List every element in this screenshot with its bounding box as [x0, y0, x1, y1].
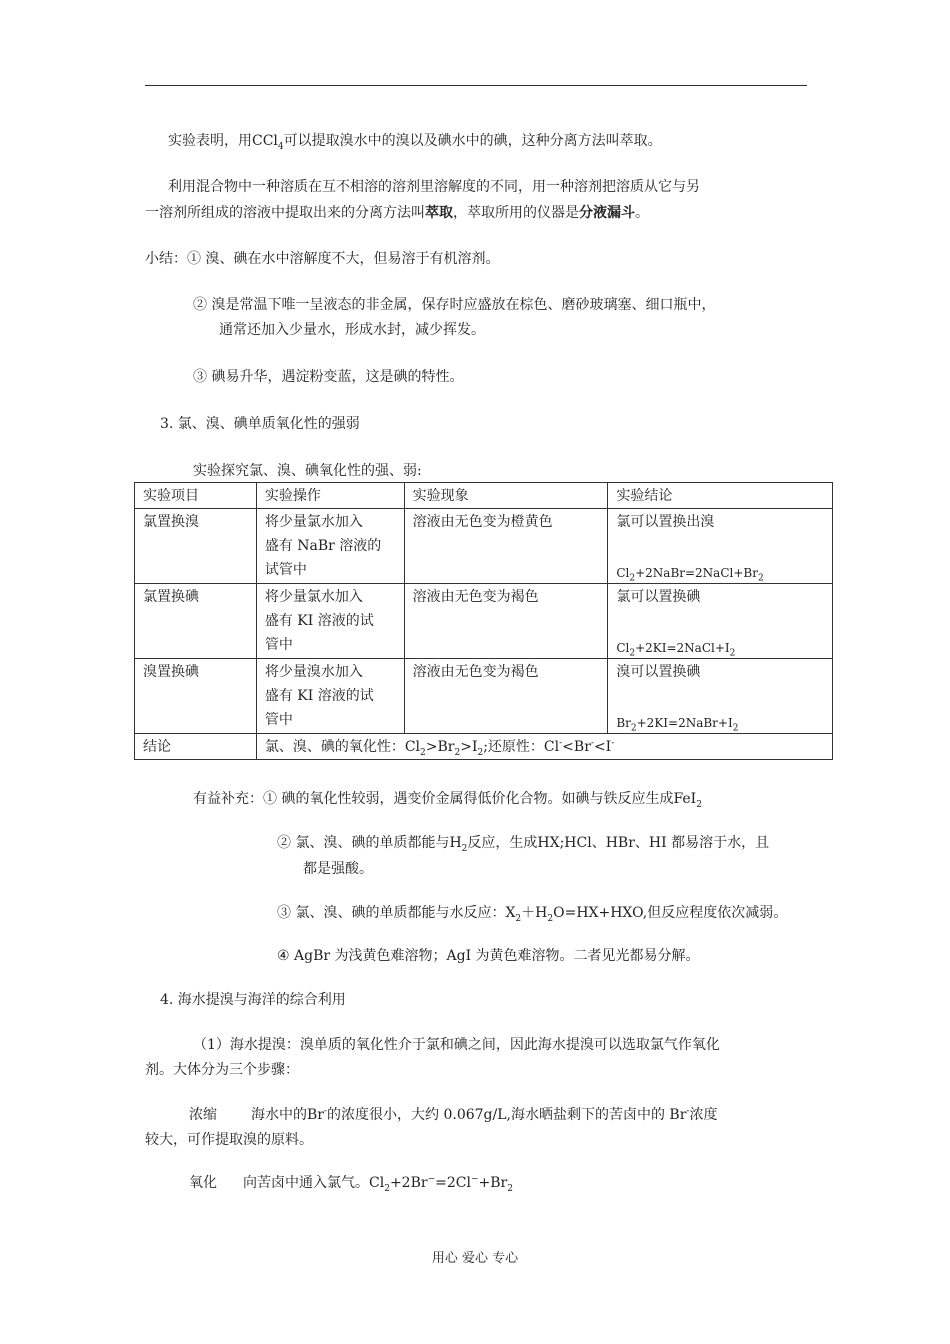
reaction-equation: $Br_2+2KI=2NaBr+I_2$ — [616, 716, 739, 734]
table-cell-conclusion: 氯可以置换出溴 $Cl_2+2NaBr=2NaCl+Br_2$ — [608, 509, 833, 584]
table-cell-item: 溴置换碘 — [135, 659, 257, 734]
step-concentration-line1: 浓缩 海水中的Br-的浓度很小，大约 0.067g/L,海水晒盐剩下的苦卤中的 Br-浓度 — [189, 1106, 718, 1123]
table-cell-phenomenon: 溶液由无色变为褐色 — [404, 584, 608, 659]
paragraph-experiment: 实验表明，用CCl$_4$可以提取溴水中的溴以及碘水中的碘，这种分离方法叫萃取。 — [168, 133, 662, 152]
paragraph-extraction-line2: 一溶剂所组成的溶液中提取出来的分离方法叫萃取，萃取所用的仪器是分液漏斗。 — [145, 205, 649, 221]
table-cell-item: 结论 — [135, 734, 257, 760]
table-cell-conclusion: 溴可以置换碘 $Br_2+2KI=2NaBr+I_2$ — [608, 659, 833, 734]
seawater-bromine-line2: 剂。大体分为三个步骤： — [145, 1062, 299, 1078]
table-header: 实验现象 — [404, 483, 608, 509]
table-cell-phenomenon: 溶液由无色变为橙黄色 — [404, 509, 608, 584]
reaction-equation: $Cl_2+2KI=2NaCl+I_2$ — [616, 641, 736, 659]
header-rule — [145, 85, 807, 86]
table-cell-phenomenon: 溶液由无色变为褐色 — [404, 659, 608, 734]
step-oxidation: 氧化 向苦卤中通入氯气。$Cl_2+2Br^-=2Cl^-+Br_2$ — [189, 1174, 513, 1194]
step-concentration-line2: 较大，可作提取溴的原料。 — [145, 1132, 313, 1148]
table-cell-operation: 将少量氯水加入 盛有 KI 溶液的试 管中 — [256, 584, 404, 659]
experiment-table — [134, 482, 833, 760]
summary-item-1: 小结：① 溴、碘在水中溶解度不大，但易溶于有机溶剂。 — [145, 251, 500, 267]
supplement-item-1: 有益补充：① 碘的氧化性较弱，遇变价金属得低价化合物。如碘与铁反应生成FeI$_2$ — [193, 791, 702, 810]
table-row — [135, 584, 833, 659]
reaction-equation: $Cl_2+2NaBr=2NaCl+Br_2$ — [616, 566, 764, 584]
table-row — [135, 659, 833, 734]
supplement-item-2-line1: ② 氯、溴、碘的单质都能与$H_2$反应，生成HX;HCl、HBr、HI 都易溶于水，且 — [277, 835, 770, 854]
page-footer: 用心 爱心 专心 — [431, 1251, 519, 1266]
table-header: 实验结论 — [608, 483, 833, 509]
table-conclusion-row — [135, 734, 833, 760]
paragraph-extraction-line1: 利用混合物中一种溶质在互不相溶的溶剂里溶解度的不同，用一种溶剂把溶质从它与另 — [168, 179, 700, 195]
summary-item-2-line2: 通常还加入少量水，形成水封，减少挥发。 — [219, 322, 485, 338]
section-3-title: 3. 氯、溴、碘单质氧化性的强弱 — [160, 416, 360, 432]
table-cell-operation: 将少量溴水加入 盛有 KI 溶液的试 管中 — [256, 659, 404, 734]
summary-item-2-line1: ② 溴是常温下唯一呈液态的非金属，保存时应盛放在棕色、磨砂玻璃塞、细口瓶中， — [193, 297, 716, 313]
table-cell-item: 氯置换碘 — [135, 584, 257, 659]
table-header: 实验项目 — [135, 483, 257, 509]
seawater-bromine-line1: （1）海水提溴：溴单质的氧化性介于氯和碘之间，因此海水提溴可以选取氯气作氧化 — [193, 1037, 720, 1053]
table-caption: 实验探究氯、溴、碘氧化性的强、弱: — [193, 463, 422, 479]
summary-item-3: ③ 碘易升华，遇淀粉变蓝，这是碘的特性。 — [193, 369, 464, 385]
section-4-title: 4. 海水提溴与海洋的综合利用 — [160, 992, 346, 1008]
table-header-row — [135, 483, 833, 509]
table-cell-conclusion: 氯可以置换碘 $Cl_2+2KI=2NaCl+I_2$ — [608, 584, 833, 659]
table-row — [135, 509, 833, 584]
supplement-item-3: ③ 氯、溴、碘的单质都能与水反应：$X_2+H_2O=HX+HXO$,但反应程度依次减弱。 — [277, 905, 788, 924]
table-cell-item: 氯置换溴 — [135, 509, 257, 584]
supplement-item-2-line2: 都是强酸。 — [303, 861, 373, 877]
table-header: 实验操作 — [256, 483, 404, 509]
table-cell-operation: 将少量氯水加入 盛有 NaBr 溶液的 试管中 — [256, 509, 404, 584]
supplement-item-4: ④ AgBr 为浅黄色难溶物；AgI 为黄色难溶物。二者见光都易分解。 — [277, 948, 700, 964]
table-final-conclusion: 氯、溴、碘的氧化性：$Cl_2>Br_2>I_2$;还原性：Cl-<Br-<I- — [256, 734, 832, 760]
